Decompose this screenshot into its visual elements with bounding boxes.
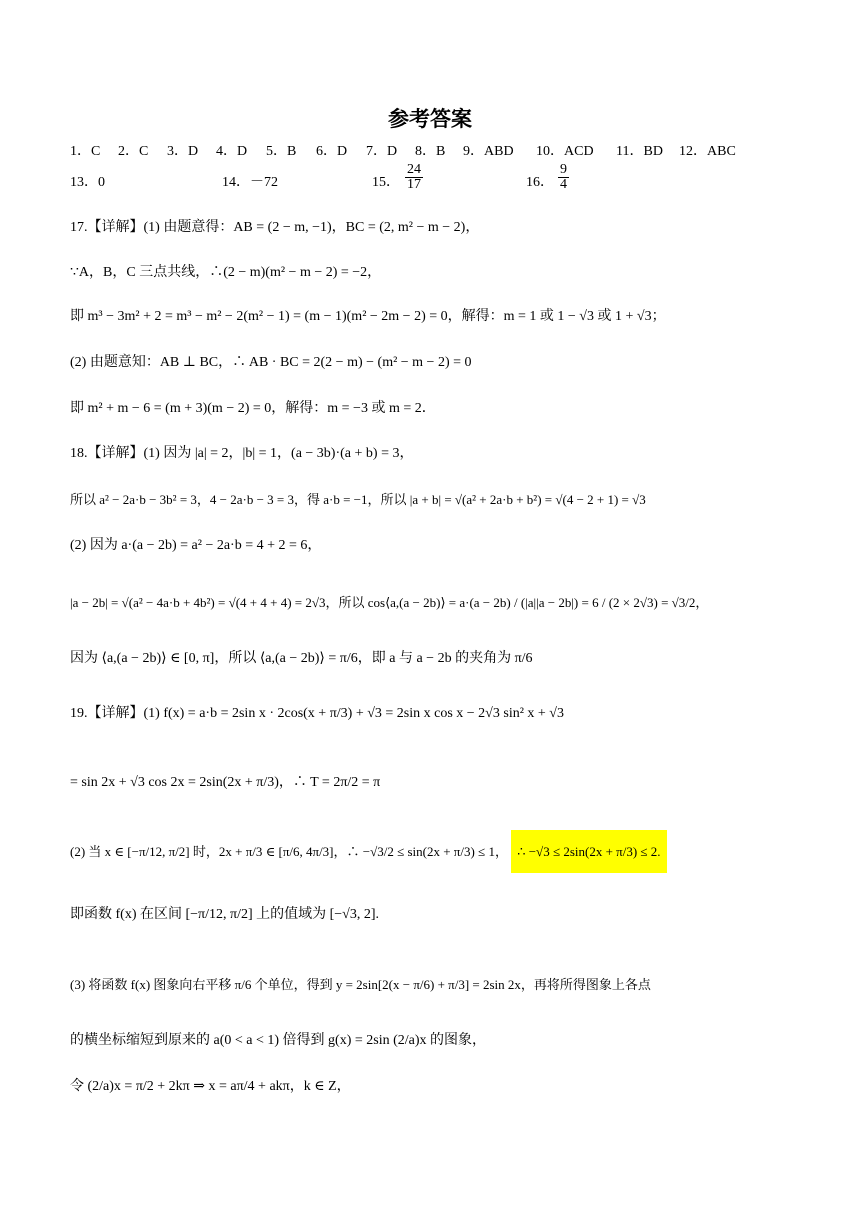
q17-line-5: 即 m² + m − 6 = (m + 3)(m − 2) = 0，解得：m = −3 或 m = 2． (70, 401, 436, 416)
answer-16-fraction (558, 163, 569, 192)
answer-15-label: 15． (372, 175, 400, 190)
q17-line-3: 即 m³ − 3m² + 2 = m³ − m² − 2(m² − 1) = (m − 1)(m² − 2m − 2) = 0，解得：m = 1 或 1 − √3 或 1 + √3； (70, 309, 666, 324)
q19-line-5: (3) 将函数 f(x) 图象向右平移 π/6 个单位，得到 y = 2sin[2(x − π/6) + π/3] = 2sin 2x，再将所得图象上各点 (70, 977, 651, 992)
answer-14: 14．－72 (222, 175, 278, 190)
q19-line-3-text: (2) 当 x ∈ [−π/12, π/2] 时，2x + π/3 ∈ [π/6, 4π/3]，∴ −√3/2 ≤ sin(2x + π/3) ≤ 1， (70, 844, 508, 859)
answer-item: 12．ABC (679, 144, 736, 159)
q19-line-1: 19.【详解】(1) f(x) = a·b = 2sin x · 2cos(x + π/3) + √3 = 2sin x cos x − 2√3 sin² x + √3 (70, 706, 564, 721)
q18-line-3: (2) 因为 a·(a − 2b) = a² − 2a·b = 4 + 2 = 6， (70, 538, 322, 553)
q19-line-3 (70, 845, 667, 858)
fraction-denominator: 4 (560, 177, 567, 192)
q18-line-2: 所以 a² − 2a·b − 3b² = 3，4 − 2a·b − 3 = 3，得 a·b = −1，所以 |a + b| = √(a² + 2a·b + b²) = √(4 − 2 + 1) = √3 (70, 492, 646, 507)
q17-line-4: (2) 由题意知：AB ⊥ BC，∴ AB · BC = 2(2 − m) − (m² − m − 2) = 0 (70, 355, 472, 370)
q19-line-4: 即函数 f(x) 在区间 [−π/12, π/2] 上的值域为 [−√3, 2]. (70, 907, 380, 922)
answer-item: 8．B (415, 144, 446, 159)
q18-line-4: |a − 2b| = √(a² − 4a·b + 4b²) = √(4 + 4 + 4) = 2√3，所以 cos⟨a,(a − 2b)⟩ = a·(a − 2b) / (|a||a − 2b|) = 6 / (2 × 2√3) = √3/2， (70, 595, 709, 610)
answer-item: 1．C (70, 144, 101, 159)
page-title: 参考答案 (388, 107, 472, 131)
answer-item: 10．ACD (536, 144, 594, 159)
answer-item: 2．C (118, 144, 149, 159)
answers-row-1 (70, 145, 736, 159)
answer-item: 3．D (167, 144, 199, 159)
answer-item: 9．ABD (463, 144, 514, 159)
fraction-numerator: 9 (560, 162, 567, 177)
answer-item: 11．BD (616, 144, 663, 159)
q17-line-2: ∵A，B，C 三点共线，∴(2 − m)(m² − m − 2) = −2， (70, 265, 382, 280)
q19-line-7: 令 (2/a)x = π/2 + 2kπ ⇒ x = aπ/4 + akπ，k ∈ Z， (70, 1079, 351, 1094)
answer-item: 6．D (316, 144, 348, 159)
q18-line-5: 因为 ⟨a,(a − 2b)⟩ ∈ [0, π]，所以 ⟨a,(a − 2b)⟩ = π/6，即 a 与 a − 2b 的夹角为 π/6 (70, 651, 533, 666)
answer-item: 5．B (266, 144, 297, 159)
answer-16-label: 16． (526, 175, 554, 190)
answer-15-fraction (405, 163, 423, 192)
q19-line-6: 的横坐标缩短到原来的 a(0 < a < 1) 倍得到 g(x) = 2sin (2/a)x 的图象， (70, 1033, 487, 1048)
answer-13: 13．0 (70, 175, 105, 190)
answer-item: 7．D (366, 144, 398, 159)
highlighted-inequality: ∴ −√3 ≤ 2sin(2x + π/3) ≤ 2. (511, 830, 666, 873)
answer-item: 4．D (216, 144, 248, 159)
fraction-numerator: 24 (407, 162, 421, 177)
q18-line-1: 18.【详解】(1) 因为 |a| = 2，|b| = 1，(a − 3b)·(a + b) = 3， (70, 446, 414, 461)
q17-line-1: 17.【详解】(1) 由题意得：AB = (2 − m, −1)，BC = (2, m² − m − 2)， (70, 220, 480, 235)
fraction-denominator: 17 (407, 177, 421, 192)
q19-line-2: = sin 2x + √3 cos 2x = 2sin(2x + π/3)，∴ T = 2π/2 = π (70, 775, 381, 790)
